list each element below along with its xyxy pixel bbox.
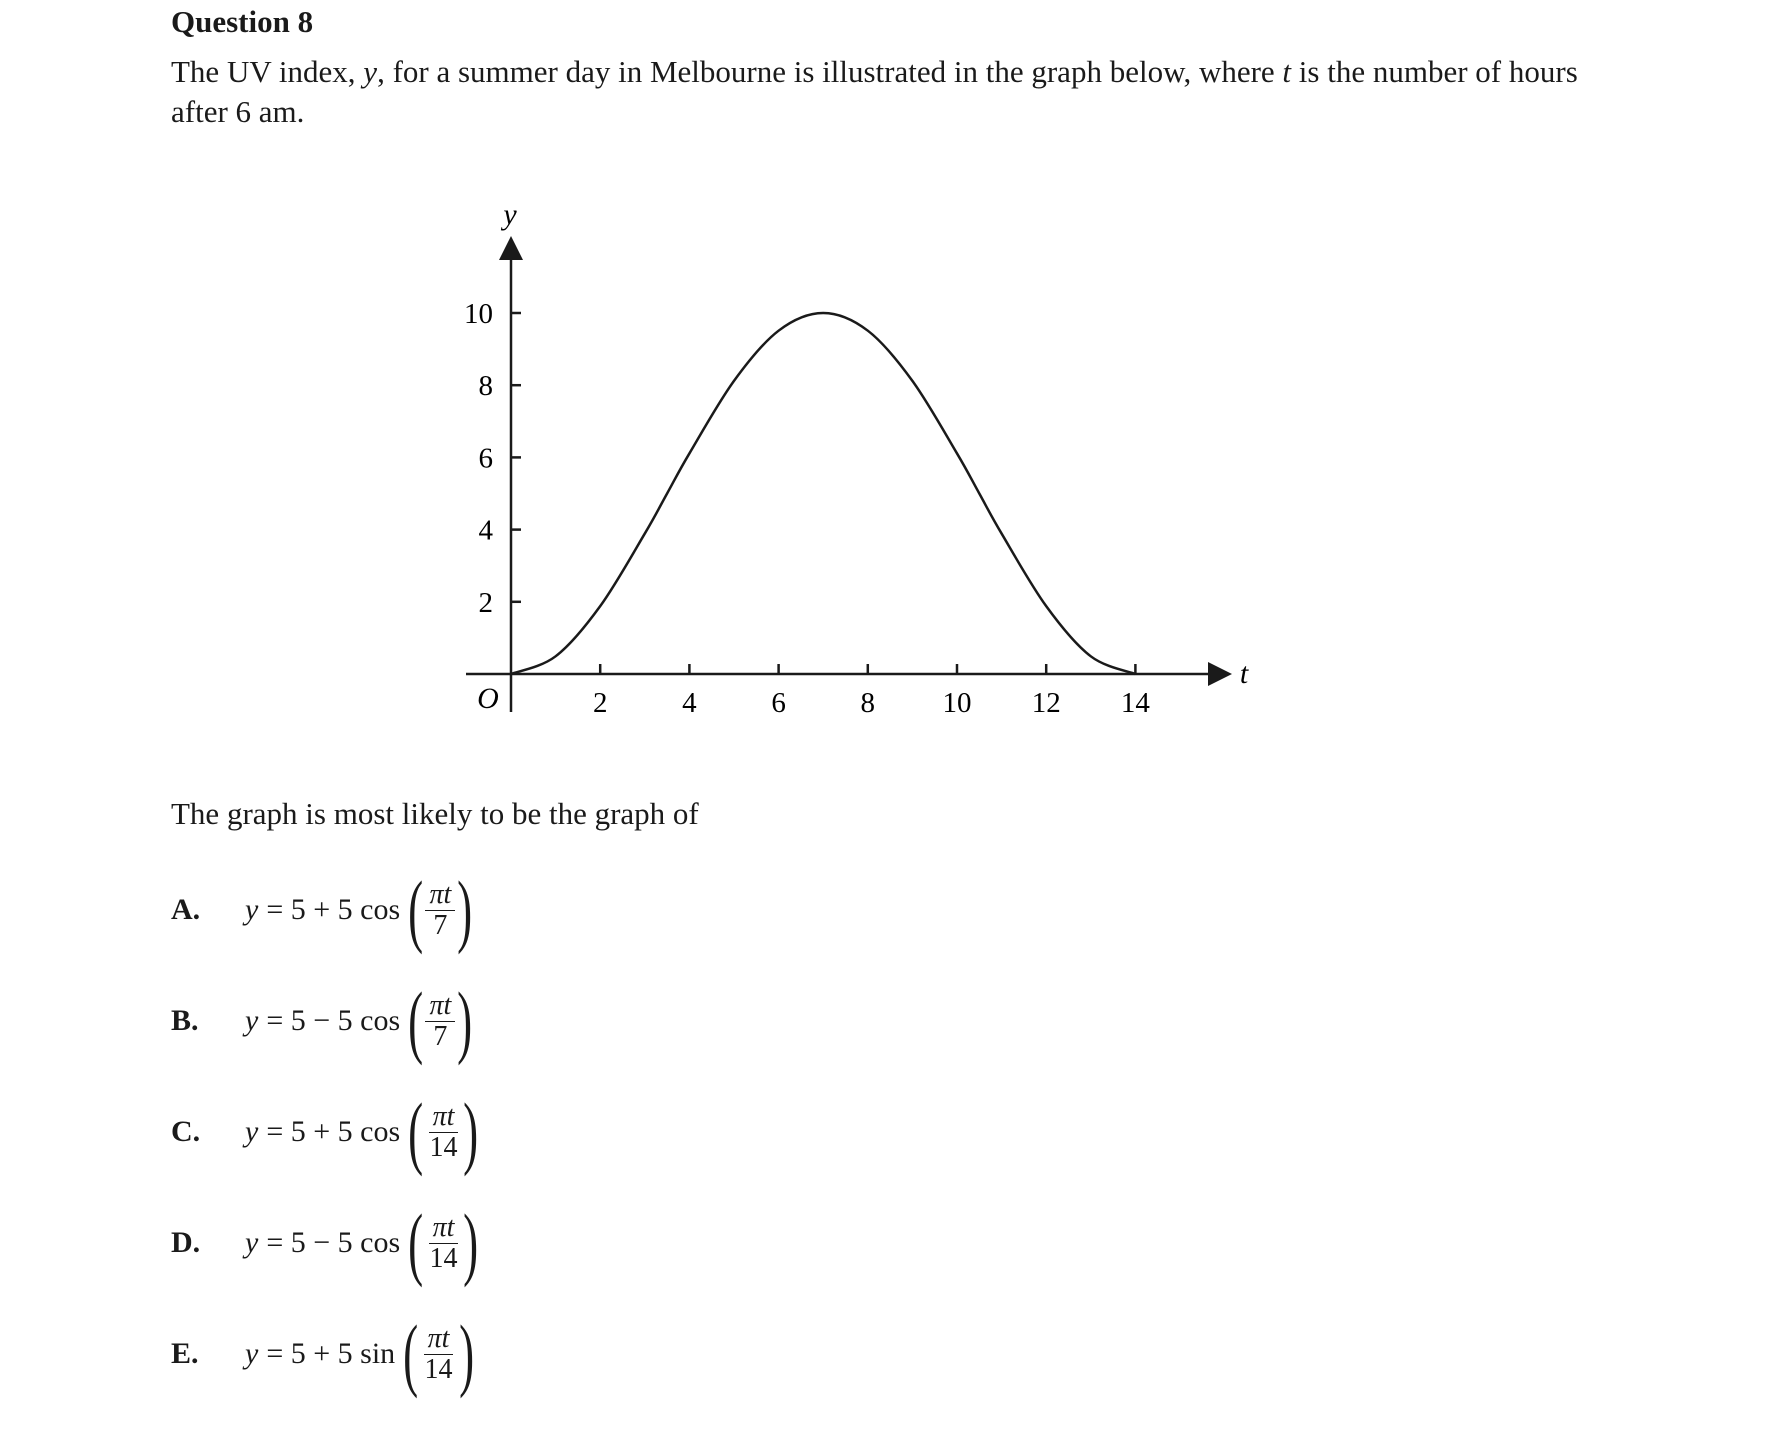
question-prompt: The graph is most likely to be the graph of [171,796,699,831]
right-paren: ) [457,864,473,955]
option-d[interactable] [171,1197,771,1288]
formula-lhs: = 5 + 5 cos [266,1115,401,1148]
y-tick-label: 4 [478,514,493,547]
x-tick-label: 10 [942,687,972,719]
intro-text-1: The UV index, [171,54,364,89]
right-paren: ) [458,1308,474,1399]
x-axis-label: t [1239,657,1249,690]
option-letter: A. [171,893,201,926]
formula-lhs: = 5 − 5 cos [266,1004,401,1037]
formula-lhs: = 5 + 5 sin [266,1337,396,1370]
left-paren: ( [408,975,424,1066]
option-b[interactable] [171,975,771,1066]
y-tick-label: 8 [478,370,493,403]
formula-paren [402,975,478,1066]
option-letter: E. [171,1337,199,1370]
option-letter: B. [171,1004,199,1037]
right-paren: ) [463,1197,479,1288]
fraction-denominator: 14 [429,1131,458,1163]
x-tick-label: 4 [682,687,697,719]
fraction-denominator: 14 [429,1242,458,1274]
origin-label: O [477,682,499,715]
formula-var: y [245,1337,259,1370]
x-tick-label: 2 [592,687,608,719]
fraction-numerator: πt [425,880,455,911]
formula-fraction [425,991,455,1052]
formula-lhs: = 5 − 5 cos [266,1226,401,1259]
intro-var-y: y [363,54,378,89]
formula-fraction [425,880,455,941]
option-a[interactable] [171,864,771,955]
option-formula [245,975,479,1066]
fraction-numerator: πt [429,1102,459,1133]
left-paren: ( [408,864,424,955]
formula-fraction [421,1324,457,1385]
x-tick-label: 6 [771,687,786,719]
formula-var: y [245,893,259,926]
formula-fraction [425,1213,461,1274]
option-formula [245,1197,485,1288]
y-axis-arrow-icon [499,236,523,260]
option-e[interactable] [171,1308,771,1399]
option-formula [245,864,479,955]
formula-paren [402,864,478,955]
left-paren: ( [408,1197,424,1288]
y-tick-label: 2 [478,586,493,619]
x-tick-label: 14 [1120,687,1150,719]
fraction-numerator: πt [425,991,455,1022]
formula-var: y [245,1115,259,1148]
y-tick-label: 10 [464,298,493,330]
y-axis-label: y [503,198,517,231]
formula-paren [402,1197,485,1288]
left-paren: ( [403,1308,419,1399]
left-paren: ( [408,1086,424,1177]
option-formula [245,1308,480,1399]
x-tick-label: 12 [1031,687,1061,719]
formula-paren [402,1086,485,1177]
y-tick-label: 6 [478,442,493,475]
formula-var: y [245,1004,259,1037]
intro-var-t: t [1282,54,1292,89]
formula-fraction [425,1102,461,1163]
option-letter: C. [171,1115,201,1148]
fraction-denominator: 7 [433,1020,448,1052]
fraction-numerator: πt [424,1324,454,1355]
formula-var: y [245,1226,259,1259]
right-paren: ) [463,1086,479,1177]
intro-text-2: , for a summer day in Melbourne is illustrated in the graph below, where [377,54,1283,89]
x-tick-label: 8 [860,687,876,719]
intro-text-3: is the number of hours after 6 am. [171,54,1578,129]
fraction-denominator: 14 [424,1353,453,1385]
option-c[interactable] [171,1086,771,1177]
question-title: Question 8 [171,4,314,39]
fraction-denominator: 7 [433,909,448,941]
right-paren: ) [457,975,473,1066]
option-formula [245,1086,485,1177]
formula-paren [397,1308,480,1399]
fraction-numerator: πt [429,1213,459,1244]
formula-lhs: = 5 + 5 cos [266,893,401,926]
uv-curve [511,313,1135,674]
option-letter: D. [171,1226,201,1259]
x-axis-arrow-icon [1208,662,1232,686]
